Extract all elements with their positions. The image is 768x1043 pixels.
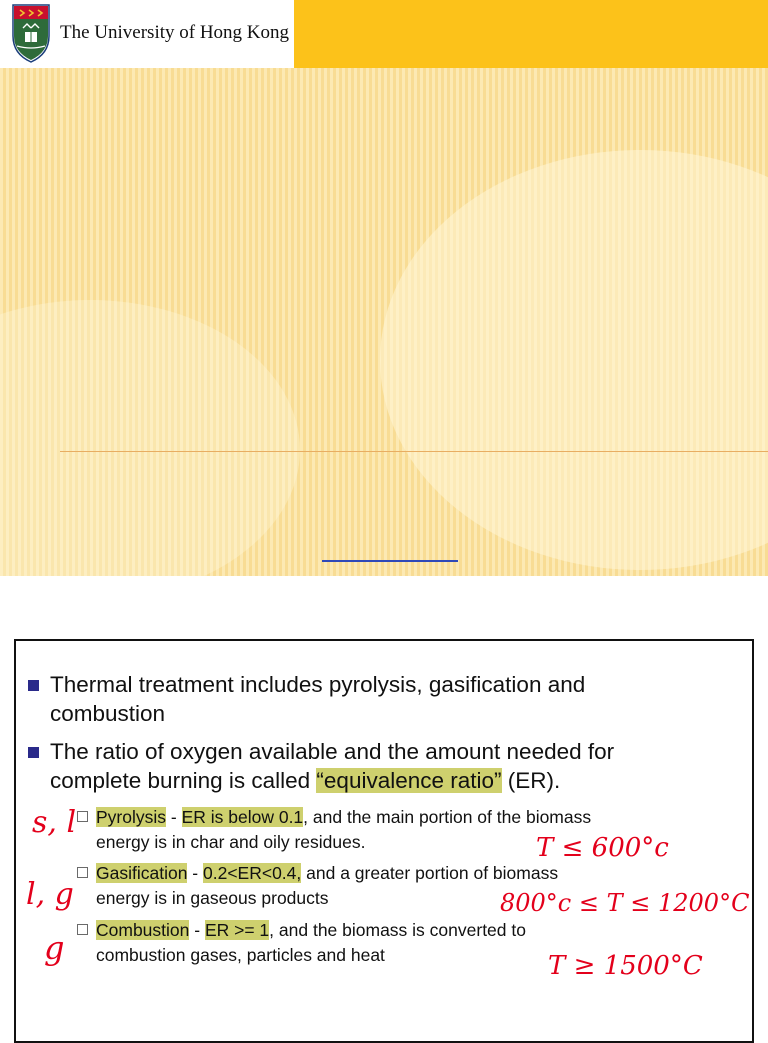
background-glow bbox=[0, 300, 300, 576]
handwritten-temp-combustion: T ≥ 1500°C bbox=[548, 951, 703, 981]
criterion: ER >= 1 bbox=[204, 920, 270, 940]
criterion: 0.2<ER<0.4, bbox=[203, 863, 302, 883]
checkbox-bullet-icon bbox=[77, 867, 88, 878]
university-crest-icon bbox=[9, 2, 53, 64]
background-glow bbox=[380, 150, 768, 570]
term-gasification: Gasification bbox=[96, 863, 188, 883]
separator: - bbox=[166, 807, 182, 827]
bullet-line: Thermal treatment includes pyrolysis, gasification and bbox=[50, 672, 586, 697]
bullet-line bbox=[50, 766, 614, 795]
highlighted-term: “equivalence ratio” bbox=[316, 768, 502, 793]
content-slide bbox=[14, 639, 754, 1043]
bullet-text: complete burning is called bbox=[50, 768, 311, 793]
bullet-line: The ratio of oxygen available and the amount needed for bbox=[50, 739, 615, 764]
sub-item-combustion bbox=[96, 918, 526, 968]
bullet-thermal-treatment bbox=[50, 670, 585, 728]
sub-item-gasification bbox=[96, 861, 558, 911]
description: and a greater portion of biomass bbox=[301, 863, 559, 883]
title-divider bbox=[60, 451, 768, 452]
hyperlink-underline[interactable] bbox=[322, 560, 458, 562]
separator: - bbox=[187, 863, 203, 883]
bullet-text: (ER). bbox=[507, 768, 561, 793]
description-line2: energy is in char and oily residues. bbox=[96, 832, 366, 852]
sub-item-pyrolysis bbox=[96, 805, 591, 855]
university-name: The University of Hong Kong bbox=[60, 22, 290, 43]
term-combustion: Combustion bbox=[96, 920, 190, 940]
bullet-square-icon bbox=[28, 747, 39, 758]
bullet-equivalence-ratio bbox=[50, 737, 614, 795]
description-line2: combustion gases, particles and heat bbox=[96, 945, 385, 965]
description: , and the main portion of the biomass bbox=[303, 807, 592, 827]
handwritten-temp-gasification: 800°c ≤ T ≤ 1200°C bbox=[500, 889, 750, 917]
bullet-square-icon bbox=[28, 680, 39, 691]
description: , and the biomass is converted to bbox=[269, 920, 526, 940]
term-pyrolysis: Pyrolysis bbox=[96, 807, 167, 827]
header-gold-bar bbox=[294, 0, 768, 68]
handwritten-phase-liquid-gas: l, g bbox=[26, 877, 74, 912]
bullet-line: combustion bbox=[50, 701, 166, 726]
checkbox-bullet-icon bbox=[77, 924, 88, 935]
separator: - bbox=[189, 920, 205, 940]
description-line2: energy is in gaseous products bbox=[96, 888, 329, 908]
checkbox-bullet-icon bbox=[77, 811, 88, 822]
criterion: ER is below 0.1 bbox=[181, 807, 304, 827]
handwritten-phase-gas: g bbox=[44, 929, 65, 967]
handwritten-temp-pyrolysis: T ≤ 600°c bbox=[536, 833, 669, 863]
handwritten-phase-solid-liquid: s, l bbox=[32, 805, 77, 840]
